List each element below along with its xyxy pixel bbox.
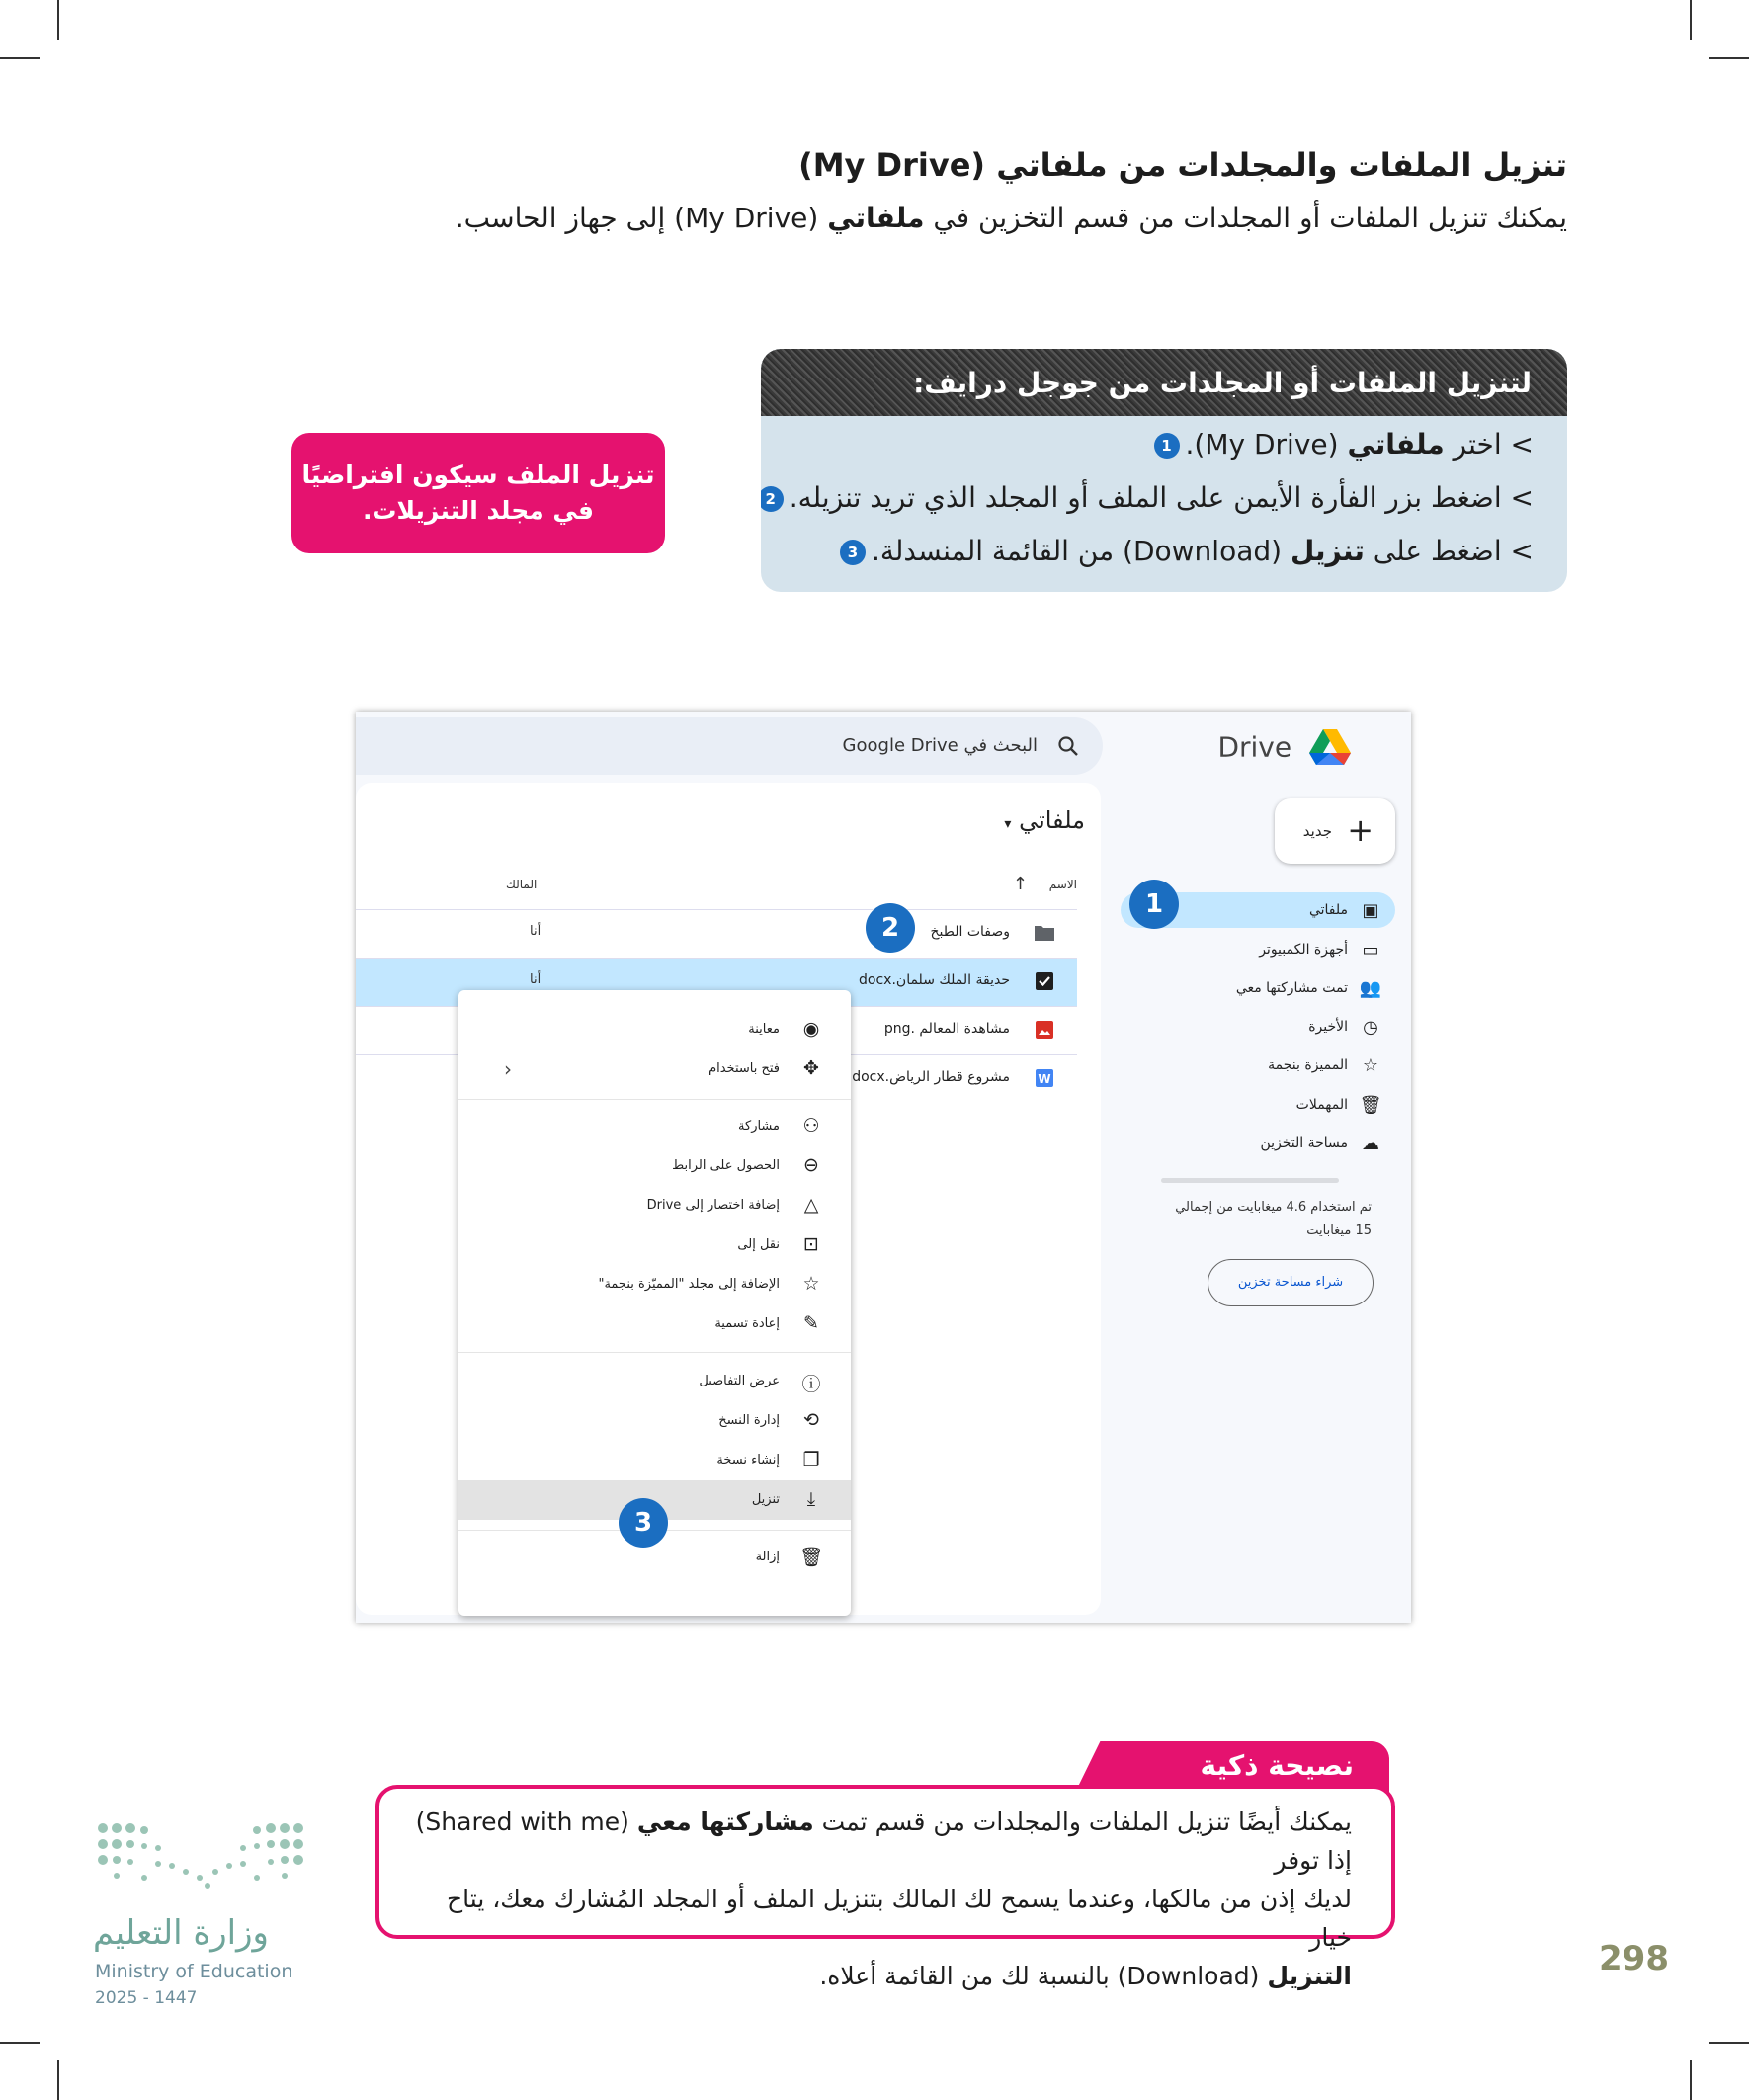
tip-bold: التنزيل (1267, 1962, 1352, 1990)
crop-mark (0, 57, 40, 59)
menu-item-get-link[interactable] (458, 1150, 851, 1182)
drive-brand[interactable] (1217, 727, 1352, 767)
menu-item-preview[interactable] (458, 1014, 851, 1046)
eye-icon: ◉ (802, 1018, 820, 1040)
trash-icon: 🗑 (1359, 1094, 1382, 1116)
open-with-icon: ✥ (803, 1057, 819, 1079)
step-text: اختر (1444, 428, 1502, 461)
menu-label: الحصول على الرابط (672, 1158, 780, 1173)
recent-icon: ◷ (1363, 1016, 1378, 1038)
step-bold: تنزيل (1290, 535, 1365, 567)
steps-box (761, 349, 1567, 592)
ministry-name-english: Ministry of Education (95, 1961, 293, 1982)
tip-line: لديك إذن من مالكها، وعندما يسمح لك المالك بتنزيل الملف أو المجلد المُشارك معك، يتاح خيار (447, 1885, 1352, 1952)
new-button[interactable] (1275, 798, 1395, 864)
menu-item-move[interactable] (458, 1229, 851, 1261)
sidebar-item-starred[interactable] (1268, 1050, 1383, 1080)
ministry-name-arabic: وزارة التعليم (93, 1913, 269, 1953)
step-arrow: > (1510, 481, 1534, 514)
word-icon (1034, 1068, 1055, 1088)
history-icon: ⟲ (803, 1409, 819, 1431)
sidebar-label: المميزة بنجمة (1268, 1057, 1348, 1073)
menu-item-versions[interactable] (458, 1405, 851, 1437)
sidebar-label: المهملات (1295, 1097, 1348, 1113)
step-1 (1148, 428, 1534, 461)
step-arrow: > (1510, 428, 1534, 461)
move-icon: ⊡ (803, 1233, 819, 1255)
computers-icon: ▭ (1362, 939, 1379, 961)
step-text: (Download) من القائمة المنسدلة. (871, 535, 1291, 567)
file-name: حديقة الملك سلمان.docx (859, 972, 1010, 988)
menu-item-rename[interactable] (458, 1308, 851, 1340)
my-drive-icon: ▣ (1362, 899, 1379, 921)
crop-mark (57, 0, 59, 40)
rename-icon: ✎ (803, 1312, 819, 1334)
tip-text (415, 1803, 1352, 1995)
star-icon: ☆ (1362, 1054, 1379, 1076)
submenu-chevron-icon: › (504, 1057, 512, 1081)
page-heading: تنزيل الملفات والمجلدات من ملفاتي (My Drive) (798, 146, 1567, 184)
menu-label: إضافة اختصار إلى Drive (646, 1198, 780, 1213)
crop-mark (1690, 0, 1692, 40)
menu-label: نقل إلى (737, 1237, 780, 1252)
sidebar-label: تمت مشاركتها معي (1235, 980, 1348, 996)
menu-label: إنشاء نسخة (716, 1453, 780, 1468)
step-arrow: > (1510, 535, 1534, 567)
intro-bold: ملفاتي (827, 202, 925, 234)
sidebar-item-shared[interactable] (1236, 973, 1383, 1003)
ministry-year: 2025 - 1447 (95, 1988, 198, 2008)
menu-item-share[interactable] (458, 1111, 851, 1142)
menu-label: فتح باستخدام (708, 1061, 780, 1076)
menu-item-open-with[interactable] (458, 1053, 851, 1085)
drive-logo-icon (1308, 727, 1352, 767)
sidebar-label: مساحة التخزين (1260, 1135, 1348, 1151)
crop-mark (1709, 2042, 1749, 2044)
file-row[interactable] (356, 909, 1077, 958)
drive-screenshot (356, 712, 1411, 1623)
dropdown-caret-icon: ▾ (1004, 816, 1012, 832)
storage-usage-text: تم استخدام 4.6 ميغابايت من إجمالي 15 ميغابايت (1175, 1200, 1372, 1238)
sort-arrow-icon[interactable]: ↑ (1012, 874, 1028, 894)
info-icon: ⓘ (801, 1374, 821, 1395)
sidebar-item-computers[interactable] (1259, 935, 1383, 965)
menu-item-add-starred[interactable] (458, 1269, 851, 1301)
step-number-badge: 1 (1154, 433, 1180, 459)
crop-mark (1709, 57, 1749, 59)
folder-icon (1034, 923, 1055, 943)
download-note (292, 433, 665, 553)
copy-icon: ❐ (802, 1449, 820, 1470)
menu-label: إدارة النسخ (718, 1413, 780, 1428)
file-owner: أنا (530, 924, 541, 939)
ministry-logo-icon (95, 1820, 312, 1895)
share-icon: ⚇ (802, 1115, 820, 1136)
intro-text-end: (My Drive) إلى جهاز الحاسب. (455, 202, 828, 234)
search-bar[interactable] (356, 717, 1103, 775)
sidebar-item-recent[interactable] (1308, 1012, 1383, 1042)
new-button-label: جديد (1302, 822, 1332, 840)
sidebar-item-trash[interactable] (1296, 1090, 1383, 1120)
download-icon: ⤓ (806, 1488, 816, 1510)
intro-paragraph (456, 202, 1567, 234)
link-icon: ⊖ (803, 1154, 819, 1176)
step-3 (834, 535, 1534, 567)
menu-label: إعادة تسمية (714, 1316, 780, 1331)
trash-icon: 🗑 (799, 1547, 824, 1568)
menu-item-remove[interactable] (458, 1542, 851, 1573)
tip-line (415, 1803, 1352, 1880)
column-header-name[interactable]: الاسم (1048, 878, 1077, 891)
menu-label: الإضافة إلى مجلد "المميّزة بنجمة" (598, 1277, 780, 1292)
tip-title: نصيحة ذكية (1200, 1749, 1354, 1782)
page-number: 298 (1599, 1939, 1669, 1978)
note-line: في مجلد التنزيلات. (362, 496, 595, 525)
file-name: مشروع قطار الرياض.docx (852, 1069, 1010, 1085)
menu-label: عرض التفاصيل (699, 1374, 780, 1388)
menu-label: إزالة (755, 1550, 780, 1564)
column-header-owner[interactable]: المالك (506, 878, 538, 891)
sidebar-label: ملفاتي (1308, 902, 1348, 918)
buy-storage-button[interactable]: شراء مساحة تخزين (1208, 1259, 1374, 1306)
sidebar-item-my-drive[interactable] (1309, 895, 1383, 925)
tip-bold: مشاركتها معي (636, 1807, 814, 1836)
storage-usage-bar (1161, 1178, 1339, 1183)
cloud-icon: ☁ (1362, 1133, 1379, 1154)
sidebar-item-storage[interactable] (1260, 1129, 1383, 1158)
step-bold: ملفاتي (1347, 428, 1445, 461)
tip-line (415, 1957, 1352, 1995)
file-name: وصفات الطبخ (930, 924, 1010, 940)
menu-label: مشاركة (738, 1119, 780, 1134)
step-2 (761, 481, 1534, 514)
menu-item-details[interactable] (458, 1366, 851, 1397)
step-number-badge: 2 (761, 486, 784, 512)
menu-label: معاينة (748, 1022, 780, 1037)
tip-text-part: يمكنك أيضًا تنزيل الملفات والمجلدات من قسم تمت (813, 1807, 1352, 1836)
crop-mark (57, 2060, 59, 2100)
tip-text-part: (Shared with me) إذا توفر (415, 1807, 1352, 1875)
step-marker-1: 1 (1129, 880, 1179, 929)
plus-icon: + (1347, 811, 1374, 849)
step-text: (My Drive). (1185, 428, 1348, 461)
svg-text:W: W (1038, 1072, 1051, 1086)
step-marker-3: 3 (619, 1498, 668, 1548)
menu-label: تنزيل (751, 1492, 780, 1507)
my-drive-title[interactable] (1004, 806, 1085, 834)
search-input[interactable]: البحث في Google Drive (842, 735, 1038, 756)
crop-mark (0, 2042, 40, 2044)
image-icon (1034, 1020, 1055, 1040)
tip-text-part: (Download) بالنسبة لك من القائمة أعلاه. (819, 1962, 1268, 1990)
note-line: تنزيل الملف سيكون افتراضيًا (301, 461, 655, 489)
step-text: اضغط على (1364, 535, 1502, 567)
menu-item-add-shortcut[interactable] (458, 1190, 851, 1221)
crop-mark (1690, 2060, 1692, 2100)
step-marker-2: 2 (866, 903, 915, 953)
file-name: مشاهدة المعالم .png (883, 1021, 1010, 1037)
intro-text: يمكنك تنزيل الملفات أو المجلدات من قسم التخزين في (924, 202, 1567, 234)
sidebar-label: الأخيرة (1308, 1019, 1348, 1035)
step-number-badge: 3 (840, 540, 866, 565)
menu-item-copy[interactable] (458, 1445, 851, 1476)
star-icon: ☆ (802, 1273, 820, 1295)
file-owner: أنا (530, 972, 541, 987)
title-text: ملفاتي (1019, 806, 1085, 834)
shortcut-icon: △ (803, 1194, 819, 1216)
steps-title: لتنزيل الملفات أو المجلدات من جوجل درايف: (913, 367, 1532, 399)
drive-title: Drive (1217, 730, 1292, 764)
step-text: اضغط بزر الفأرة الأيمن على الملف أو المجلد الذي تريد تنزيله. (789, 481, 1502, 514)
checkbox-icon (1034, 971, 1055, 991)
shared-icon: 👥 (1359, 977, 1382, 999)
search-icon[interactable] (1057, 735, 1079, 757)
menu-divider (458, 1352, 851, 1353)
menu-divider (458, 1099, 851, 1100)
sidebar-label: أجهزة الكمبيوتر (1259, 942, 1348, 958)
